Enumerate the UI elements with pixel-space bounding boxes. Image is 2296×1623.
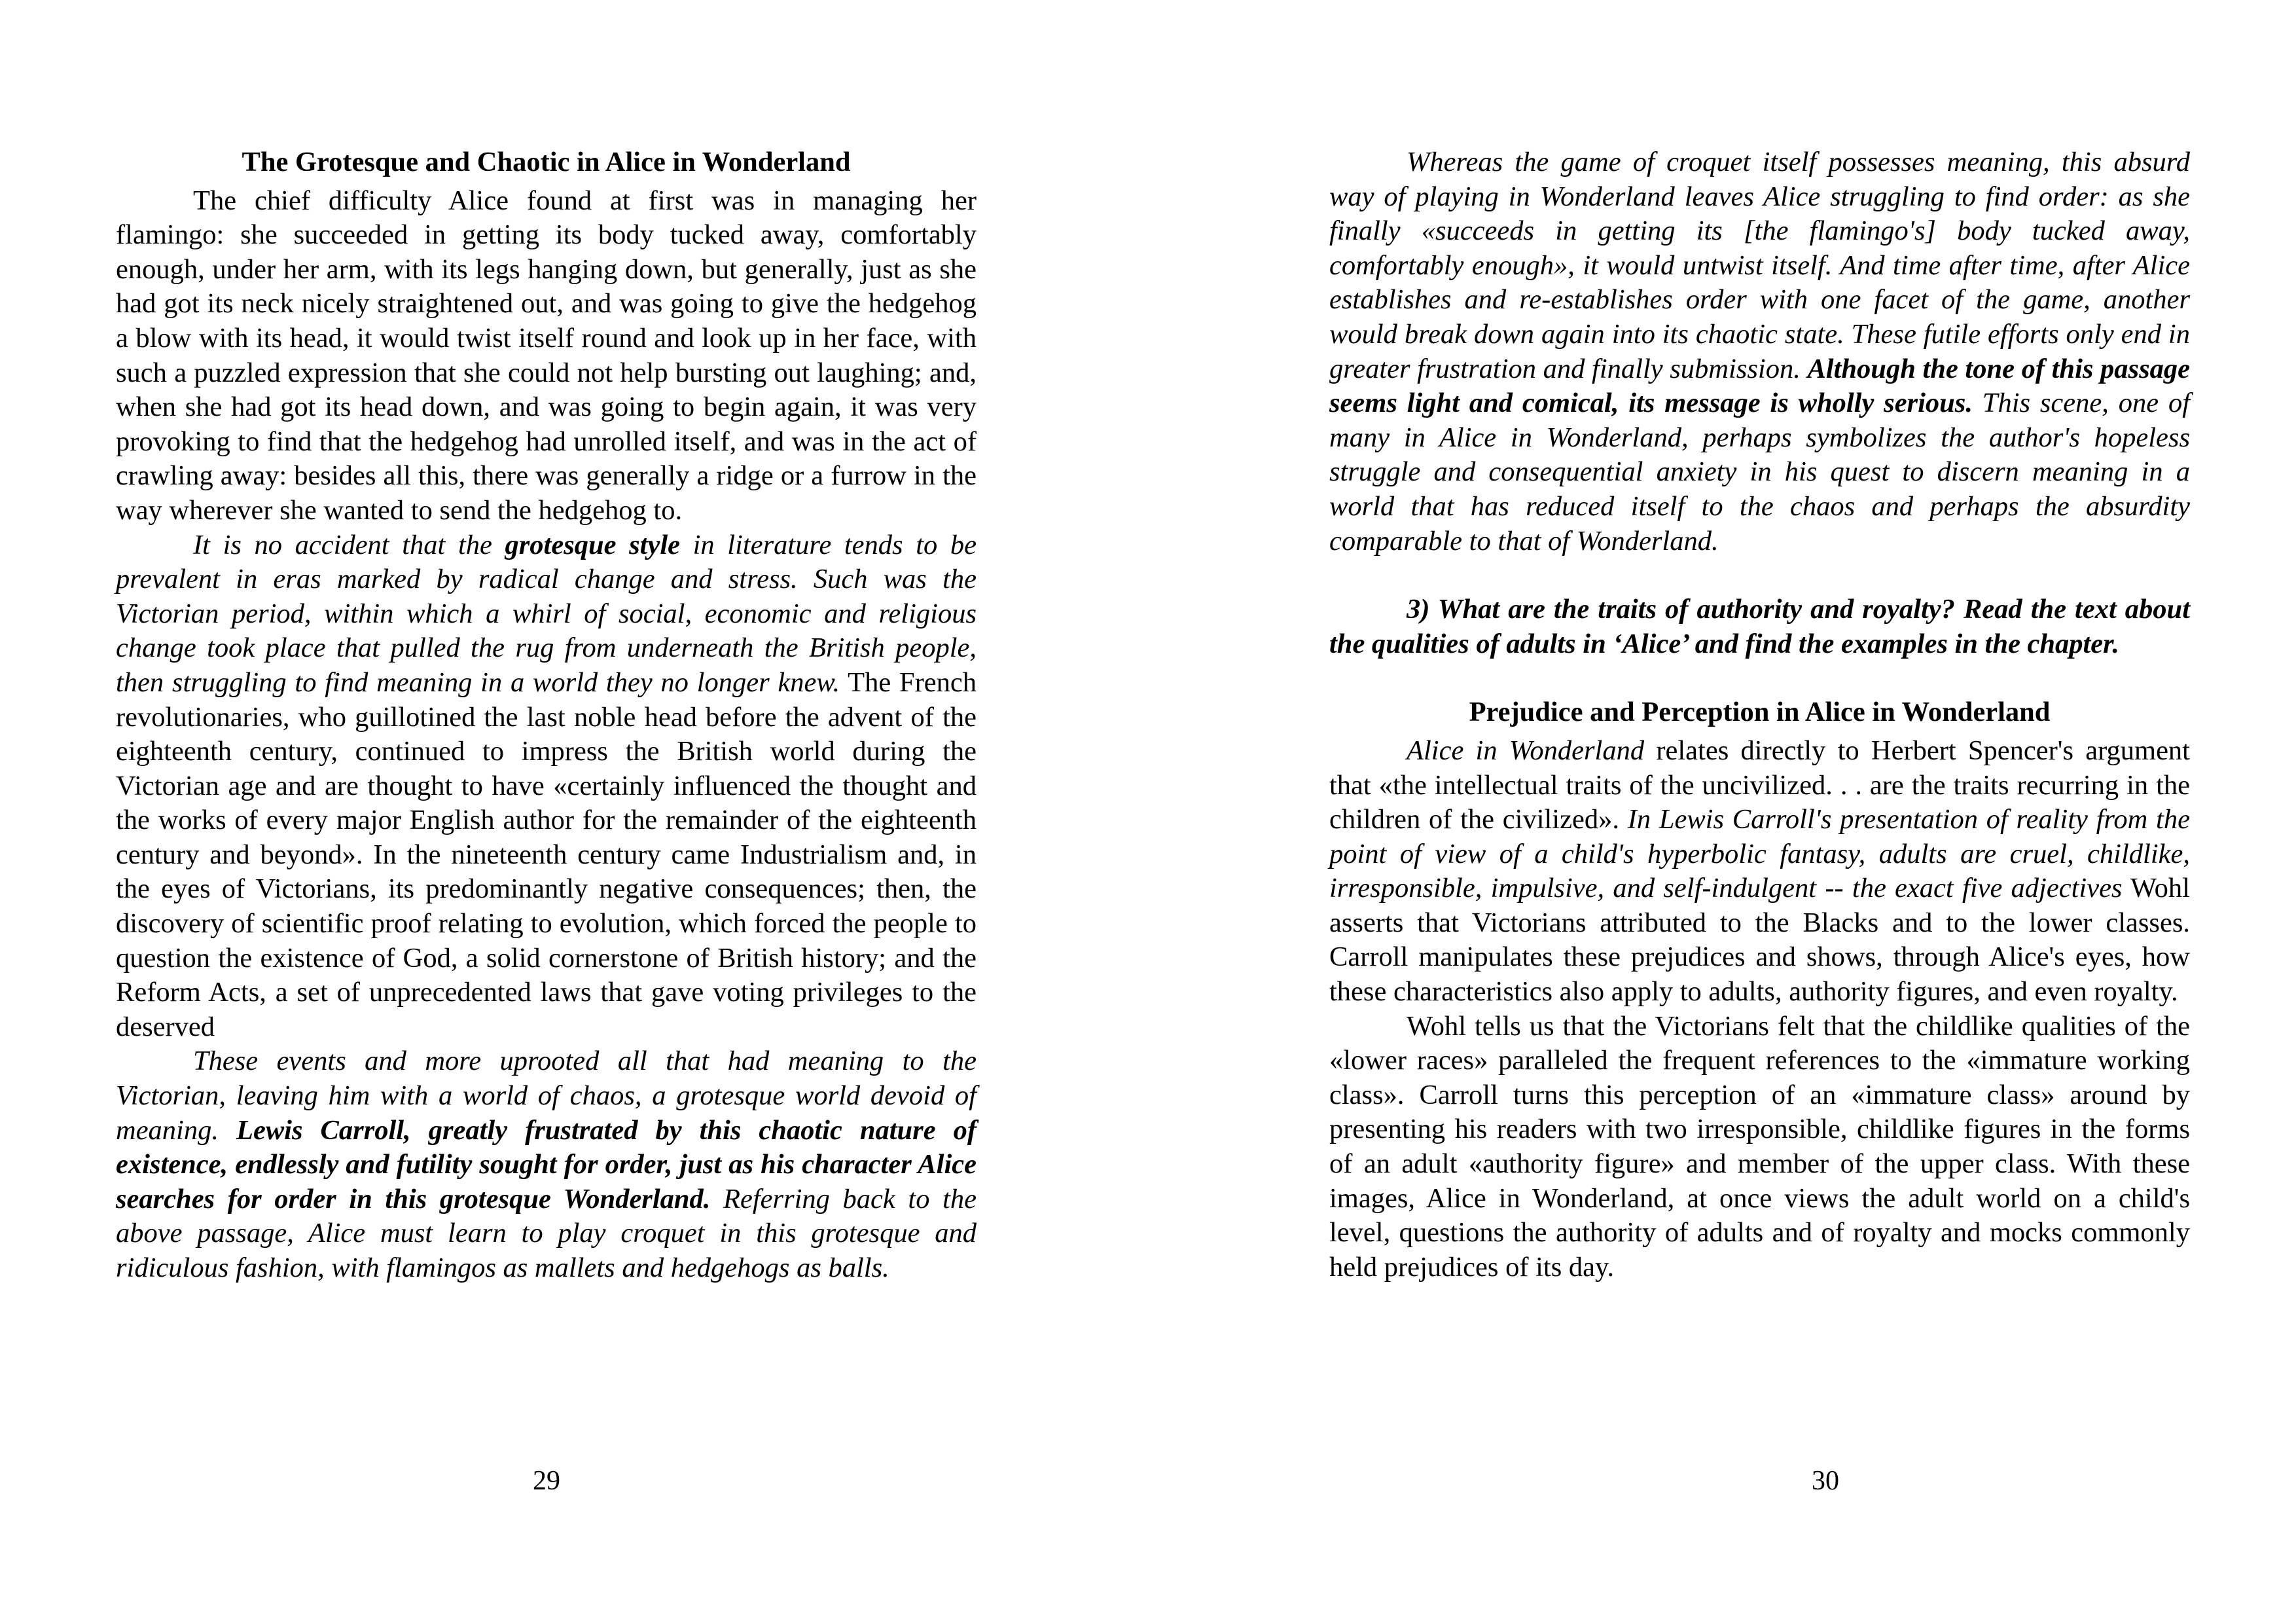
right-page-wohl-paragraph: Wohl tells us that the Victorians felt that the childlike qualities of the «lower races» paralleled the frequent references to the «immature working class». Carroll turns this perception of an «immature class» around by presenting his readers with two irresponsible, childlike figures in the forms of an adult «authority figure» and member of the upper class. With these images, Alice in Wonderland, at once views the adult world on a child's level, questions the authority of adults and of royalty and mocks commonly held prejudices of its day. — [1329, 1010, 2190, 1283]
left-page-section-title: The Grotesque and Chaotic in Alice in Wonderland — [242, 147, 851, 177]
regular-span: relates directly to Herbert Spencer's argument that «the intellectual traits of the uncivilized. . . are the traits recurring in the children of the civilized». — [1329, 735, 2190, 835]
right-page-croquet-paragraph — [1329, 145, 2190, 558]
left-page-quote-paragraph: The chief difficulty Alice found at first was in managing her flamingo: she succeeded in getting its body tucked away, comfortably enough, under her arm, with its legs hanging down, but generally, just as she had got its neck nicely straightened out, and was going to give the hedgehog a blow with its head, it would twist itself round and look up in her face, with such a puzzled expression that she could not help bursting out laughing; and, when she had got its head down, and was going to begin again, it was very provoking to find that the hedgehog had unrolled itself, and was in the act of crawling away: besides all this, there was generally a ridge or a furrow in the way wherever she wanted to send the hedgehog to. — [116, 185, 977, 526]
right-page-text-column — [1329, 145, 2190, 1285]
regular-span: Wohl asserts that Victorians attributed to the Blacks and to the lower classes. Carroll manipulates these prejudices and shows, through Alice's eyes, how these characteristics also apply to adults, authority figures, and even royalty. — [1329, 873, 2190, 1008]
italic-span: This scene, one of many in Alice in Wonderland, perhaps symbolizes the author's hopeless struggle and consequential anxiety in his quest to discern meaning in a world that has reduced itself to the chaos and perhaps the absurdity comparable to that of Wonderland. — [1329, 388, 2190, 556]
italic-span: in literature tends to be prevalent in eras marked by radical change and stress. Such was the Victorian period, within which a whirl of social, economic and religious change took place that pulled the rug from underneath the British people, then struggling to find meaning in a world they no longer knew. — [116, 529, 977, 698]
right-page-spencer-paragraph — [1329, 734, 2190, 1010]
bold-italic-span: Lewis Carroll, greatly frustrated by this chaotic nature of existence, endlessly and futility sought for order, just as his character Alice searches for order in this grotesque Wonderland. — [116, 1114, 977, 1214]
left-page-events-paragraph — [116, 1044, 977, 1285]
italic-span: Whereas the game of croquet itself possesses meaning, this absurd way of playing in Wonderland leaves Alice struggling to find order: as she finally «succeeds in getting its [the flamingo's] body tucked away, comfortably enough», it would untwist itself. And time after time, after Alice establishes and re-establishes order with one facet of the game, another would break down again into its chaotic state. These futile efforts only end in greater frustration and finally submission. — [1329, 147, 2190, 384]
regular-span: The French revolutionaries, who guillotined the last noble head before the advent of the eighteenth century, continued to impress the British world during the Victorian age and are thought to have «certainly influenced the thought and the works of every major English author for the remainder of the eighteenth century and beyond». In the nineteenth century came Industrialism and, in the eyes of Victorians, its predominantly negative consequences; then, the discovery of scientific proof relating to evolution, which forced the people to question the existence of God, a solid cornerstone of British history; and the Reform Acts, a set of unprecedented laws that gave voting privileges to the deserved — [116, 666, 977, 1042]
left-page-number: 29 — [533, 1466, 560, 1496]
right-page-question: 3) What are the traits of authority and royalty? Read the text about the qualities of adults in ‘Alice’ and find the examples in the chapter. — [1329, 594, 2190, 659]
italic-span: Alice in Wonderland — [1407, 735, 1645, 766]
right-page — [1148, 0, 2296, 1623]
right-page-number: 30 — [1812, 1466, 1839, 1496]
italic-span: In Lewis Carroll's presentation of reality from the point of view of a child's hyperbolic fantasy, adults are cruel, childlike, irresponsible, impulsive, and self-indulgent -- the exact five adjectives — [1329, 804, 2190, 904]
italic-span: These events and more uprooted all that had meaning to the Victorian, leaving him with a world of chaos, a grotesque world devoid of meaning. — [116, 1046, 977, 1146]
bold-italic-span: grotesque style — [505, 529, 680, 560]
italic-span: It is no accident that the — [193, 529, 505, 560]
italic-span: Referring back to the above passage, Alice must learn to play croquet in this grotesque and ridiculous fashion, with flamingos as mallets and hedgehogs as balls. — [116, 1183, 977, 1283]
bold-italic-span: Although the tone of this passage seems light and comical, its message is wholly serious. — [1329, 353, 2190, 419]
right-page-section-title: Prejudice and Perception in Alice in Wonderland — [1469, 697, 2051, 728]
left-page-victorian-paragraph — [116, 528, 977, 1045]
left-page-text-column — [116, 145, 977, 1286]
